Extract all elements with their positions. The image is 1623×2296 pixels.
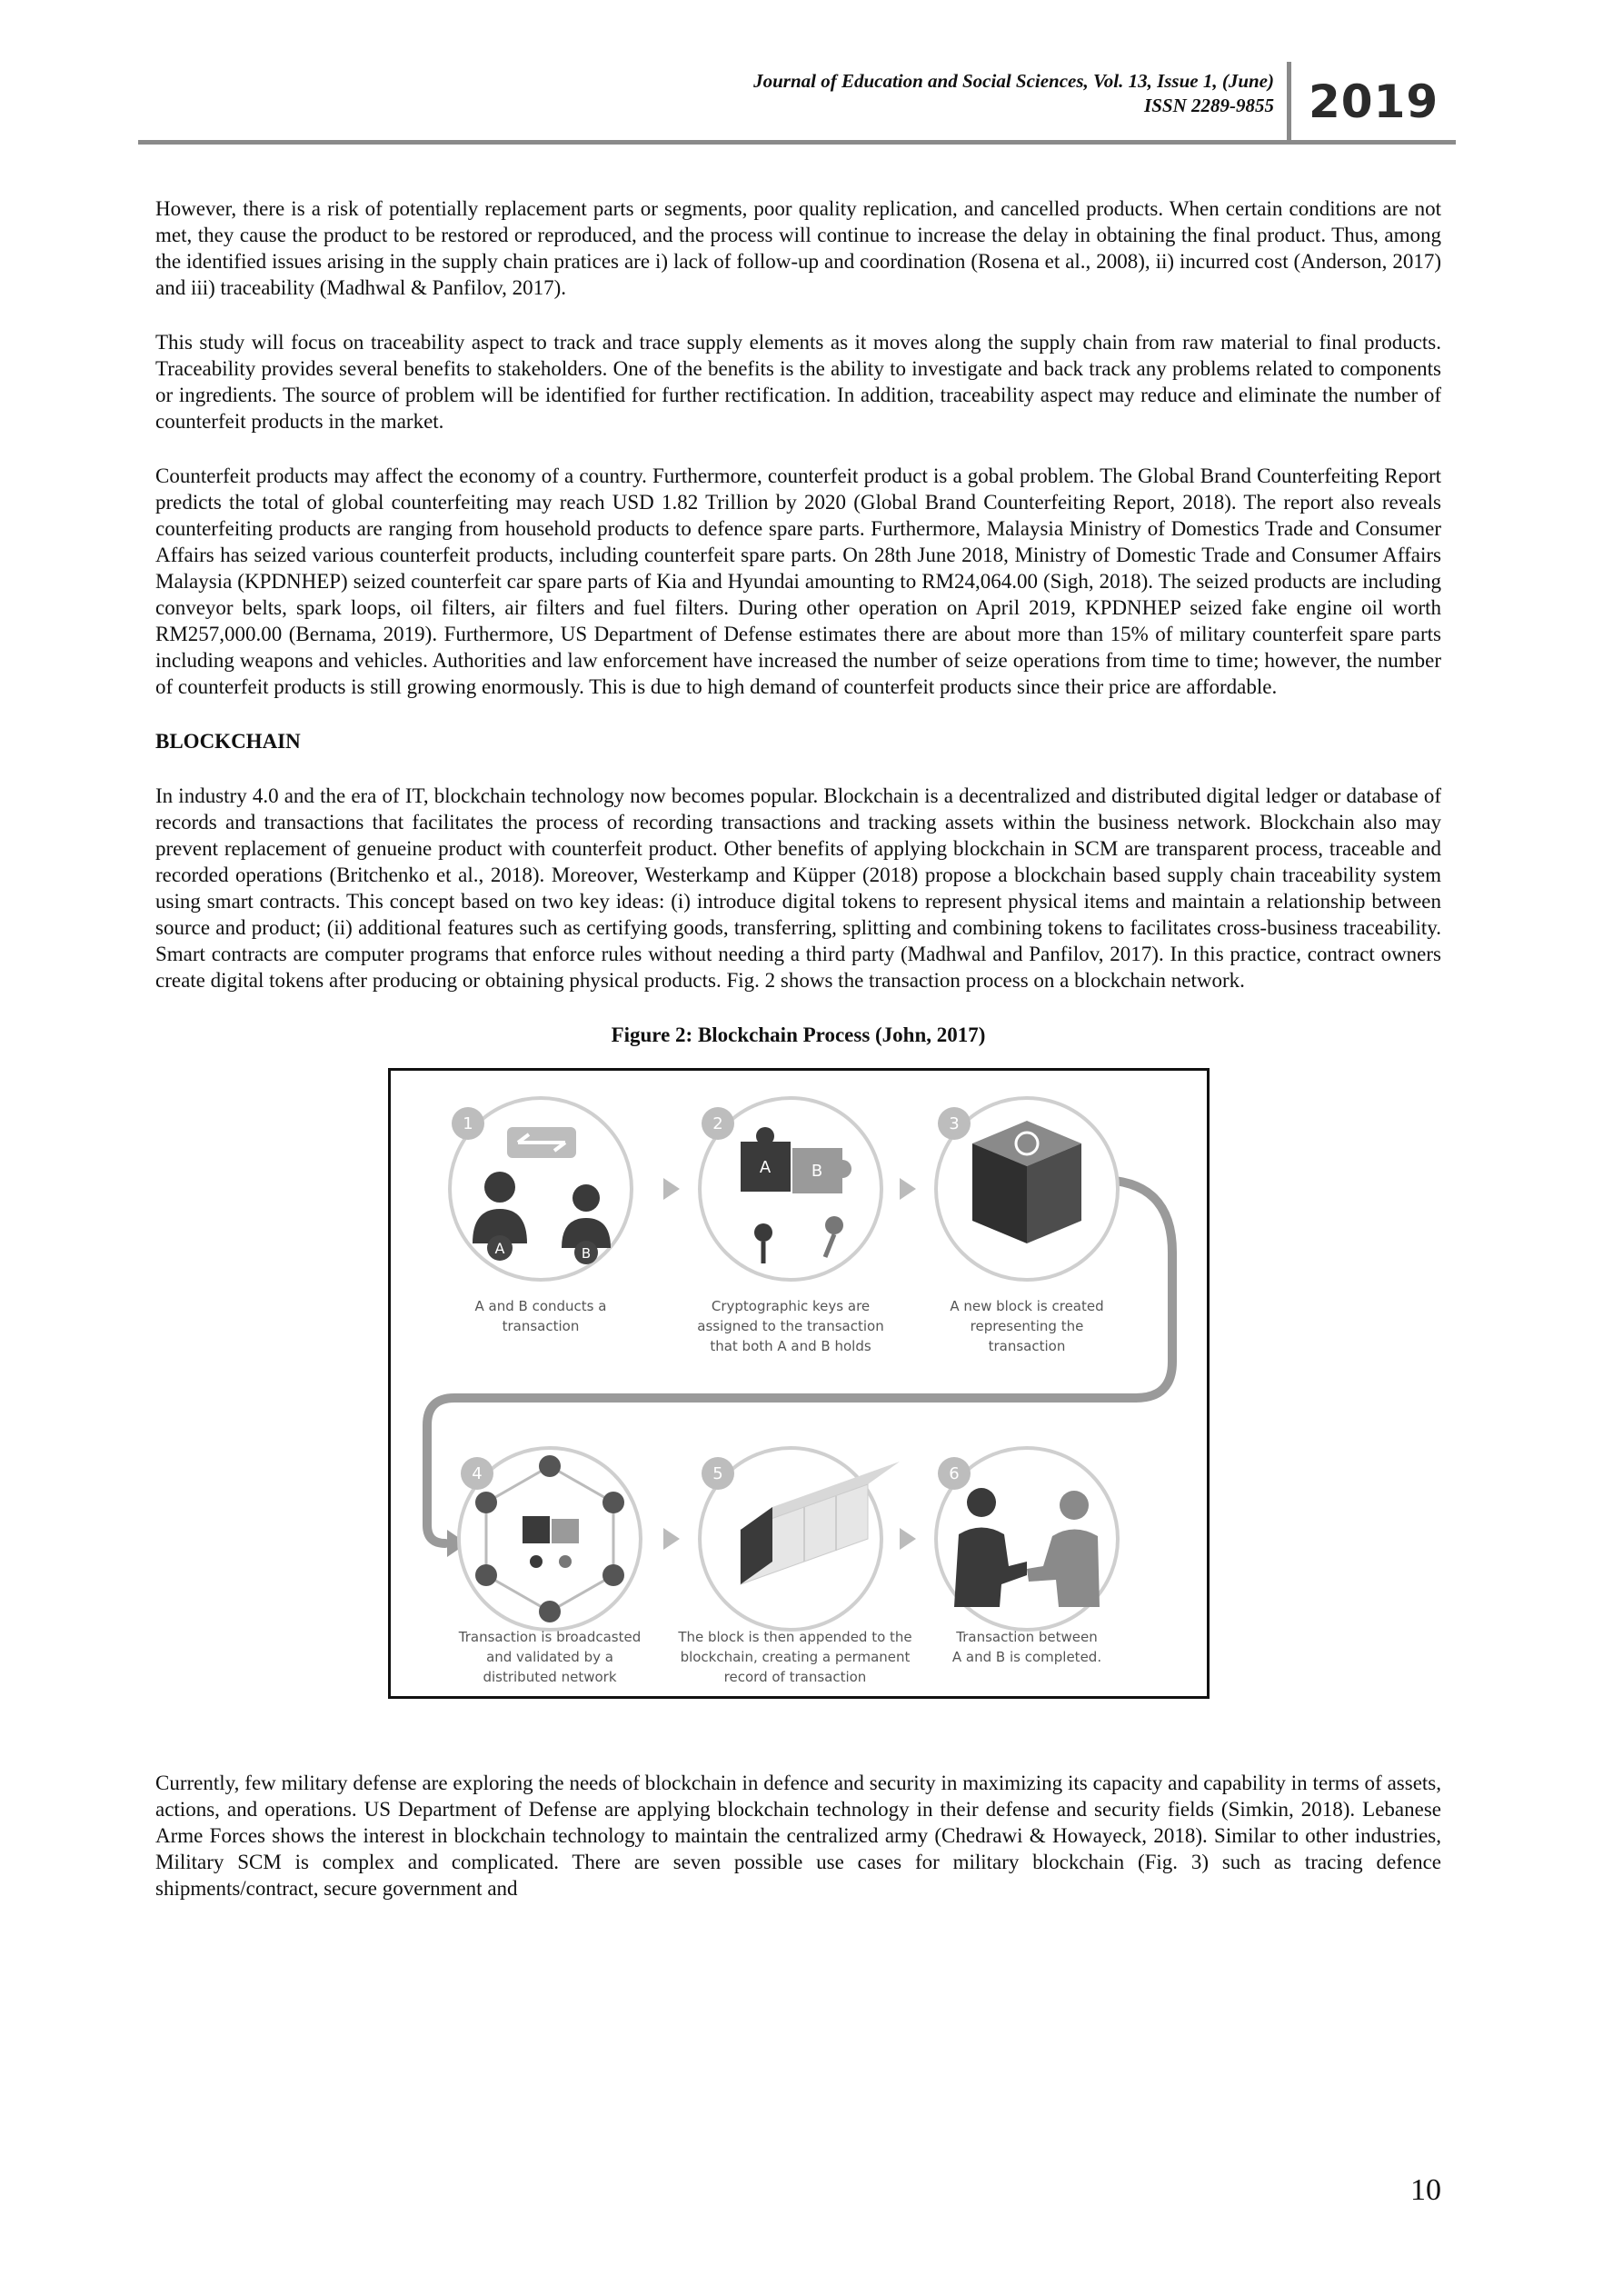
page-number: 10 xyxy=(1410,2173,1441,2207)
journal-title: Journal of Education and Social Sciences, Vol. 13, Issue 1, (June) xyxy=(753,70,1274,92)
paragraph-risk: However, there is a risk of potentially replacement parts or segments, poor quality replication, and cancelled products. When certain conditions are not met, they cause the product to be restored or reproduced, and the process will continue to increase the delay in obtaining the final product. Thus, among the identified issues arising in the supply chain pratices are i) lack of follow-up and coordination (Rosena et al., 2008), ii) incurred cost (Anderson, 2017) and iii) traceability (Madhwal & Panfilov, 2017). xyxy=(155,197,1441,299)
page-content xyxy=(155,195,1441,1930)
page-header xyxy=(138,56,1456,147)
step-5-number: 5 xyxy=(712,1464,723,1483)
step-4-graphic xyxy=(459,1448,641,1630)
step-1-caption: A and B conducts a transaction xyxy=(474,1298,607,1334)
step-5-caption: The block is then appended to the blockchain, creating a permanent record of transaction xyxy=(678,1629,912,1685)
step-3-number: 3 xyxy=(949,1114,960,1133)
step-6-caption: Transaction between A and B is completed. xyxy=(951,1629,1102,1665)
step-6-graphic xyxy=(936,1448,1118,1630)
journal-info xyxy=(753,69,1274,118)
section-heading-blockchain: BLOCKCHAIN xyxy=(155,730,301,753)
step-3-caption: A new block is created representing the transaction xyxy=(950,1298,1104,1354)
journal-year: 2019 xyxy=(1309,75,1439,128)
arrow-2-to-3 xyxy=(900,1178,916,1200)
svg-text:A: A xyxy=(494,1240,505,1257)
step-4-caption: Transaction is broadcasted and validated by a distributed network xyxy=(458,1629,642,1685)
journal-issn: ISSN 2289-9855 xyxy=(1144,95,1274,116)
step-2-number: 2 xyxy=(712,1114,723,1133)
step-3-graphic xyxy=(936,1098,1118,1280)
step-5-graphic xyxy=(700,1448,900,1630)
arrow-1-to-2 xyxy=(663,1178,680,1200)
paragraph-blockchain: In industry 4.0 and the era of IT, blockchain technology now becomes popular. Blockchain is a decentralized and distributed digital ledger or database of records and transactions that facilitates the process of recording transactions and tracking assets within the business network. Blockchain also may prevent replacement of genueine product with counterfeit product. Other benefits of applying blockchain in SCM are transparent process, traceable and recorded operations (Britchenko et al., 2018). Moreover, Westerkamp and Küpper (2018) propose a blockchain based supply chain traceability system using smart contracts. This concept based on two key ideas: (i) introduce digital tokens to represent physical items and maintain a relationship between source and product; (ii) additional features such as certifying goods, transferring, splitting and combining tokens to facilitates cross-business traceability. Smart contracts are computer programs that enforce rules without needing a third party (Madhwal and Panfilov, 2017). In this practice, contract owners create digital tokens after producing or obtaining physical products. Fig. 2 shows the transaction process on a blockchain network. xyxy=(155,784,1441,992)
svg-text:B: B xyxy=(581,1245,592,1262)
blockchain-process-figure xyxy=(388,1068,1210,1699)
svg-text:B: B xyxy=(811,1162,823,1181)
blockchain-process-diagram xyxy=(391,1071,1207,1696)
header-divider xyxy=(1287,62,1291,144)
step-1-number: 1 xyxy=(463,1114,473,1133)
svg-text:A: A xyxy=(759,1158,772,1177)
step-2-graphic xyxy=(700,1098,881,1280)
paragraph-counterfeit: Counterfeit products may affect the economy of a country. Furthermore, counterfeit product is a gobal problem. The Global Brand Counterfeiting Report predicts the total of global counterfeiting may reach USD 1.82 Trillion by 2020 (Global Brand Counterfeiting Report, 2018). The report also reveals counterfeiting products are ranging from household products to defence spare parts. Furthermore, Malaysia Ministry of Domestics Trade and Consumer Affairs has seized various counterfeit products, including counterfeit spare parts. On 28th June 2018, Ministry of Domestic Trade and Consumer Affairs Malaysia (KPDNHEP) seized counterfeit car spare parts of Kia and Hyundai amounting to RM24,064.00 (Sigh, 2018). The seized products are including conveyor belts, spark loops, oil filters, air filters and fuel filters. During other operation on April 2019, KPDNHEP seized fake engine oil worth RM257,000.00 (Bernama, 2019). Furthermore, US Department of Defense estimates there are about more than 15% of military counterfeit spare parts including weapons and vehicles. Authorities and law enforcement have increased the number of seize operations from time to time; however, the number of counterfeit products is still growing enormously. This is due to high demand of counterfeit products since their price are affordable. xyxy=(155,464,1441,698)
step-4-number: 4 xyxy=(472,1464,483,1483)
arrow-5-to-6 xyxy=(900,1528,916,1550)
figure-caption: Figure 2: Blockchain Process (John, 2017) xyxy=(611,1023,986,1046)
step-1-graphic xyxy=(450,1098,632,1280)
header-rule xyxy=(138,140,1456,145)
arrow-4-to-5 xyxy=(663,1528,680,1550)
paragraph-military: Currently, few military defense are exploring the needs of blockchain in defence and security in maximizing its capacity and capability in terms of assets, actions, and operations. US Department of Defense are applying blockchain technology in their defense and security fields (Simkin, 2018). Lebanese Arme Forces shows the interest in blockchain technology to maintain the centralized army (Chedrawi & Howayeck, 2018). Similar to other industries, Military SCM is complex and complicated. There are seven possible use cases for military blockchain (Fig. 3) such as tracing defence shipments/contract, secure government and xyxy=(155,1772,1441,1900)
step-6-number: 6 xyxy=(949,1464,960,1483)
step-2-caption: Cryptographic keys are assigned to the transaction that both A and B holds xyxy=(697,1298,884,1354)
paragraph-traceability: This study will focus on traceability aspect to track and trace supply elements as it moves along the supply chain from raw material to final products. Traceability provides several benefits to stakeholders. One of the benefits is the ability to investigate and back track any problems related to components or ingredients. The source of problem will be identified for further rectification. In addition, traceability aspect may reduce and eliminate the number of counterfeit products in the market. xyxy=(155,331,1441,433)
